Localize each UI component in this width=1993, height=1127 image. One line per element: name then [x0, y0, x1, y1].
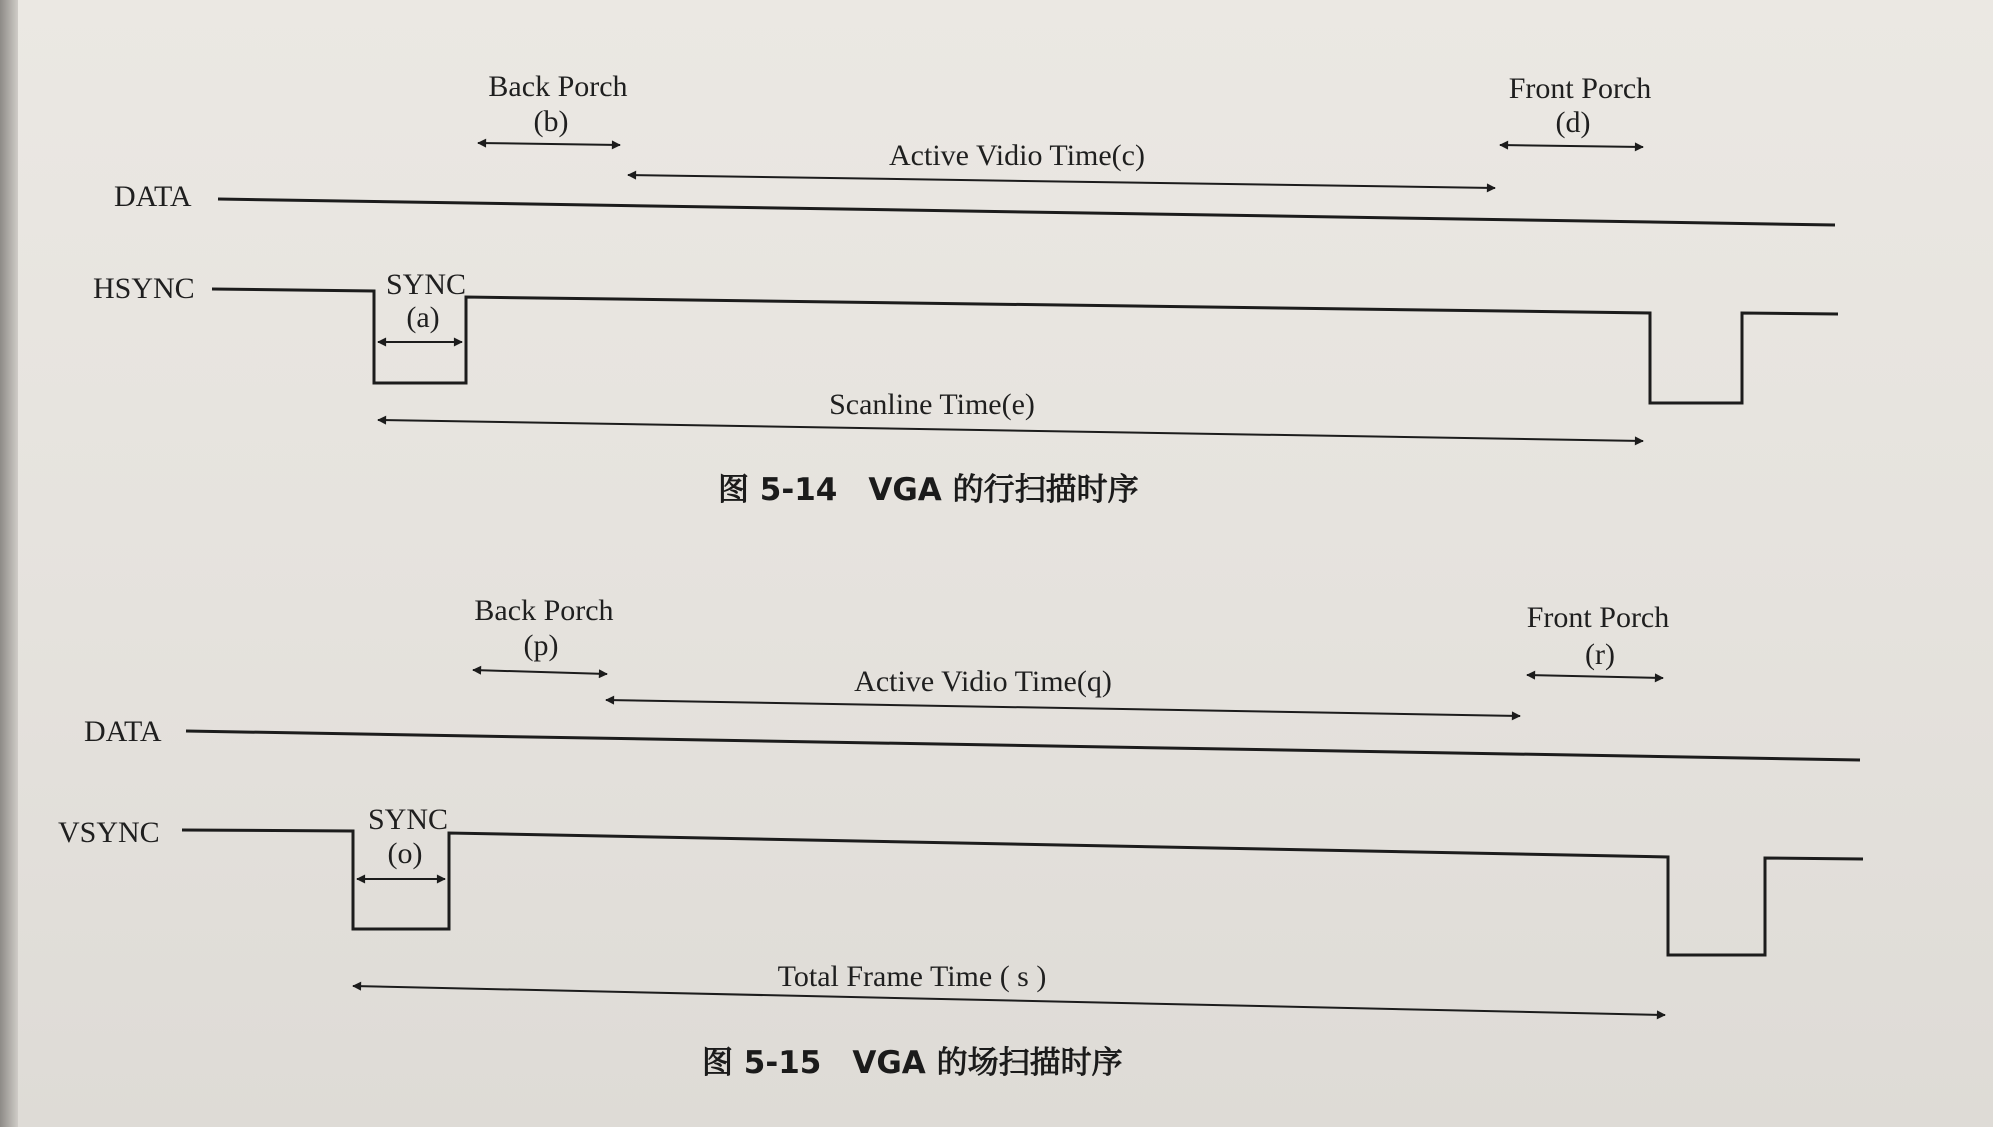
active-video-arrow	[628, 175, 1495, 188]
total-frame-time-label: Total Frame Time ( s )	[777, 960, 1047, 993]
back-porch-arrow	[473, 670, 607, 674]
sync-label: SYNC	[385, 268, 467, 301]
hsync-waveform	[212, 289, 1838, 403]
active-video-label: Active Vidio Time(q)	[854, 665, 1112, 698]
figure-caption: 图 5-15 VGA 的场扫描时序	[702, 1045, 1123, 1081]
data-signal-line	[186, 731, 1860, 760]
sync-code: (a)	[406, 301, 440, 334]
front-porch-code: (d)	[1555, 106, 1591, 139]
back-porch-code: (p)	[523, 629, 559, 662]
front-porch-arrow	[1500, 145, 1643, 147]
data-signal-label: DATA	[84, 715, 162, 748]
sync-code: (o)	[387, 837, 423, 870]
vsync-signal-label: VSYNC	[58, 816, 160, 849]
data-signal-label: DATA	[114, 180, 192, 213]
vsync-waveform	[182, 830, 1863, 955]
back-porch-code: (b)	[533, 105, 569, 138]
figure-5-15	[58, 594, 1863, 1081]
back-porch-label: Back Porch	[474, 594, 614, 627]
front-porch-code: (r)	[1585, 638, 1615, 671]
back-porch-label: Back Porch	[488, 70, 628, 103]
scanline-time-arrow	[378, 420, 1643, 441]
figure-caption: 图 5-14 VGA 的行扫描时序	[718, 472, 1139, 508]
figure-5-14	[93, 70, 1838, 508]
back-porch-arrow	[478, 143, 620, 145]
sync-label: SYNC	[367, 803, 449, 836]
scanline-time-label: Scanline Time(e)	[829, 388, 1035, 421]
active-video-arrow	[606, 700, 1520, 716]
hsync-signal-label: HSYNC	[93, 272, 195, 305]
front-porch-label: Front Porch	[1508, 72, 1652, 105]
data-signal-line	[218, 199, 1835, 225]
active-video-label: Active Vidio Time(c)	[889, 139, 1145, 172]
front-porch-arrow	[1527, 675, 1663, 678]
front-porch-label: Front Porch	[1526, 601, 1670, 634]
